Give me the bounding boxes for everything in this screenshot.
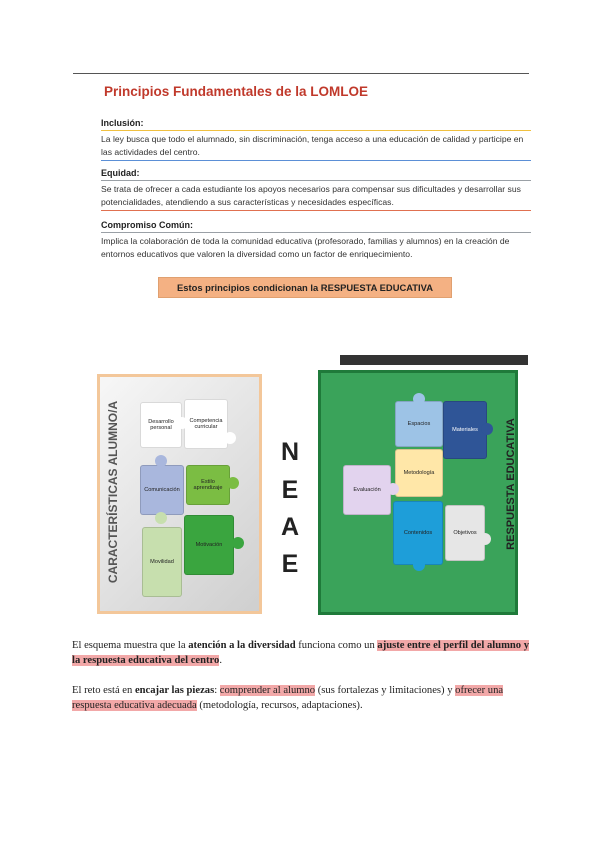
paragraph2-text-2: :: [214, 685, 220, 696]
piece-contenidos: Contenidos: [393, 501, 443, 565]
paragraph1-text-1: El esquema muestra que la: [72, 640, 189, 651]
piece-desarrollo-personal: Desarrollo personal: [140, 402, 182, 448]
puzzle-knob: [155, 512, 167, 524]
puzzle-knob: [413, 559, 425, 571]
paragraph2-text-3: (sus fortalezas y limitaciones) y: [315, 685, 456, 696]
puzzle-knob: [155, 455, 167, 467]
paragraph2-text-4: (metodología, recursos, adaptaciones).: [196, 700, 363, 711]
piece-movilidad: Movilidad: [142, 527, 182, 597]
principle-bottom-rule-equidad: [101, 210, 531, 211]
principle-heading-equidad: Equidad:: [101, 168, 140, 178]
principle-heading-inclusion: Inclusión:: [101, 118, 144, 128]
student-characteristics-panel: [97, 374, 262, 614]
paragraph1-text-2: funciona como un: [295, 640, 378, 651]
neae-letter-e1: E: [281, 476, 299, 504]
principle-rule-compromiso: [101, 232, 531, 233]
puzzle-knob: [481, 423, 493, 435]
puzzle-knob: [227, 477, 239, 489]
puzzle-knob: [387, 483, 399, 495]
paragraph2-highlight-2: ofrecer una respuesta educativa adecuada: [72, 685, 504, 711]
neae-letter-a: A: [280, 513, 300, 541]
paragraph2-highlight-1: comprender al alumno: [219, 685, 316, 696]
piece-competencia-curricular: Competencia curricular: [184, 399, 228, 449]
neae-letter-e2: E: [281, 550, 299, 578]
piece-materiales: Materiales: [443, 401, 487, 459]
piece-espacios: Espacios: [395, 401, 443, 447]
piece-estilo-aprendizaje: Estilo aprendizaje: [186, 465, 230, 505]
principle-rule-inclusion: [101, 130, 531, 131]
summary-paragraph-2: [72, 683, 532, 713]
puzzle-knob: [479, 533, 491, 545]
principle-bottom-rule-inclusion: [101, 160, 531, 161]
paragraph1-text-3: .: [219, 655, 222, 666]
summary-paragraph-1: [72, 638, 532, 668]
educational-response-label: RESPUESTA EDUCATIVA: [505, 418, 517, 550]
neae-letter-n: N: [280, 438, 300, 466]
piece-motivacion: Motivación: [184, 515, 234, 575]
piece-metodologia: Metodología: [395, 449, 443, 497]
paragraph1-highlight-1: ajuste entre el perfil del alumno y la respuesta educativa del centro: [72, 640, 530, 666]
puzzle-knob: [413, 393, 425, 405]
student-characteristics-label: CARACTERÍSTICAS ALUMNO/A: [106, 400, 120, 584]
paragraph2-text-1: El reto está en: [72, 685, 135, 696]
piece-comunicacion: Comunicación: [140, 465, 184, 515]
principle-text-inclusion: La ley busca que todo el alumnado, sin discriminación, tenga acceso a una educación de calidad y participe en las actividades del centro.: [101, 134, 524, 157]
response-banner: Estos principios condicionan la RESPUESTA EDUCATIVA: [158, 277, 452, 298]
top-divider: [73, 73, 529, 74]
principle-rule-equidad: [101, 180, 531, 181]
paragraph2-bold-1: encajar las piezas: [134, 685, 215, 696]
diagram-top-bar: [340, 355, 528, 365]
puzzle-knob: [176, 417, 188, 429]
principle-text-compromiso: Implica la colaboración de toda la comunidad educativa (profesorado, familias y alumnos) en la creación de entornos educativos que valoren la diversidad como un factor de enriquecimiento.: [101, 236, 510, 259]
piece-evaluacion: Evaluación: [343, 465, 391, 515]
piece-objetivos: Objetivos: [445, 505, 485, 561]
paragraph1-bold-1: atención a la diversidad: [188, 640, 296, 651]
educational-response-panel: [318, 370, 518, 615]
principle-text-equidad: Se trata de ofrecer a cada estudiante los apoyos necesarios para compensar sus dificultades y desarrollar sus potencialidades, atendiendo a sus características y necesidades específicas.: [101, 184, 521, 207]
puzzle-knob: [224, 432, 236, 444]
principle-heading-compromiso: Compromiso Común:: [101, 220, 193, 230]
puzzle-knob: [232, 537, 244, 549]
page-title: Principios Fundamentales de la LOMLOE: [104, 84, 369, 99]
